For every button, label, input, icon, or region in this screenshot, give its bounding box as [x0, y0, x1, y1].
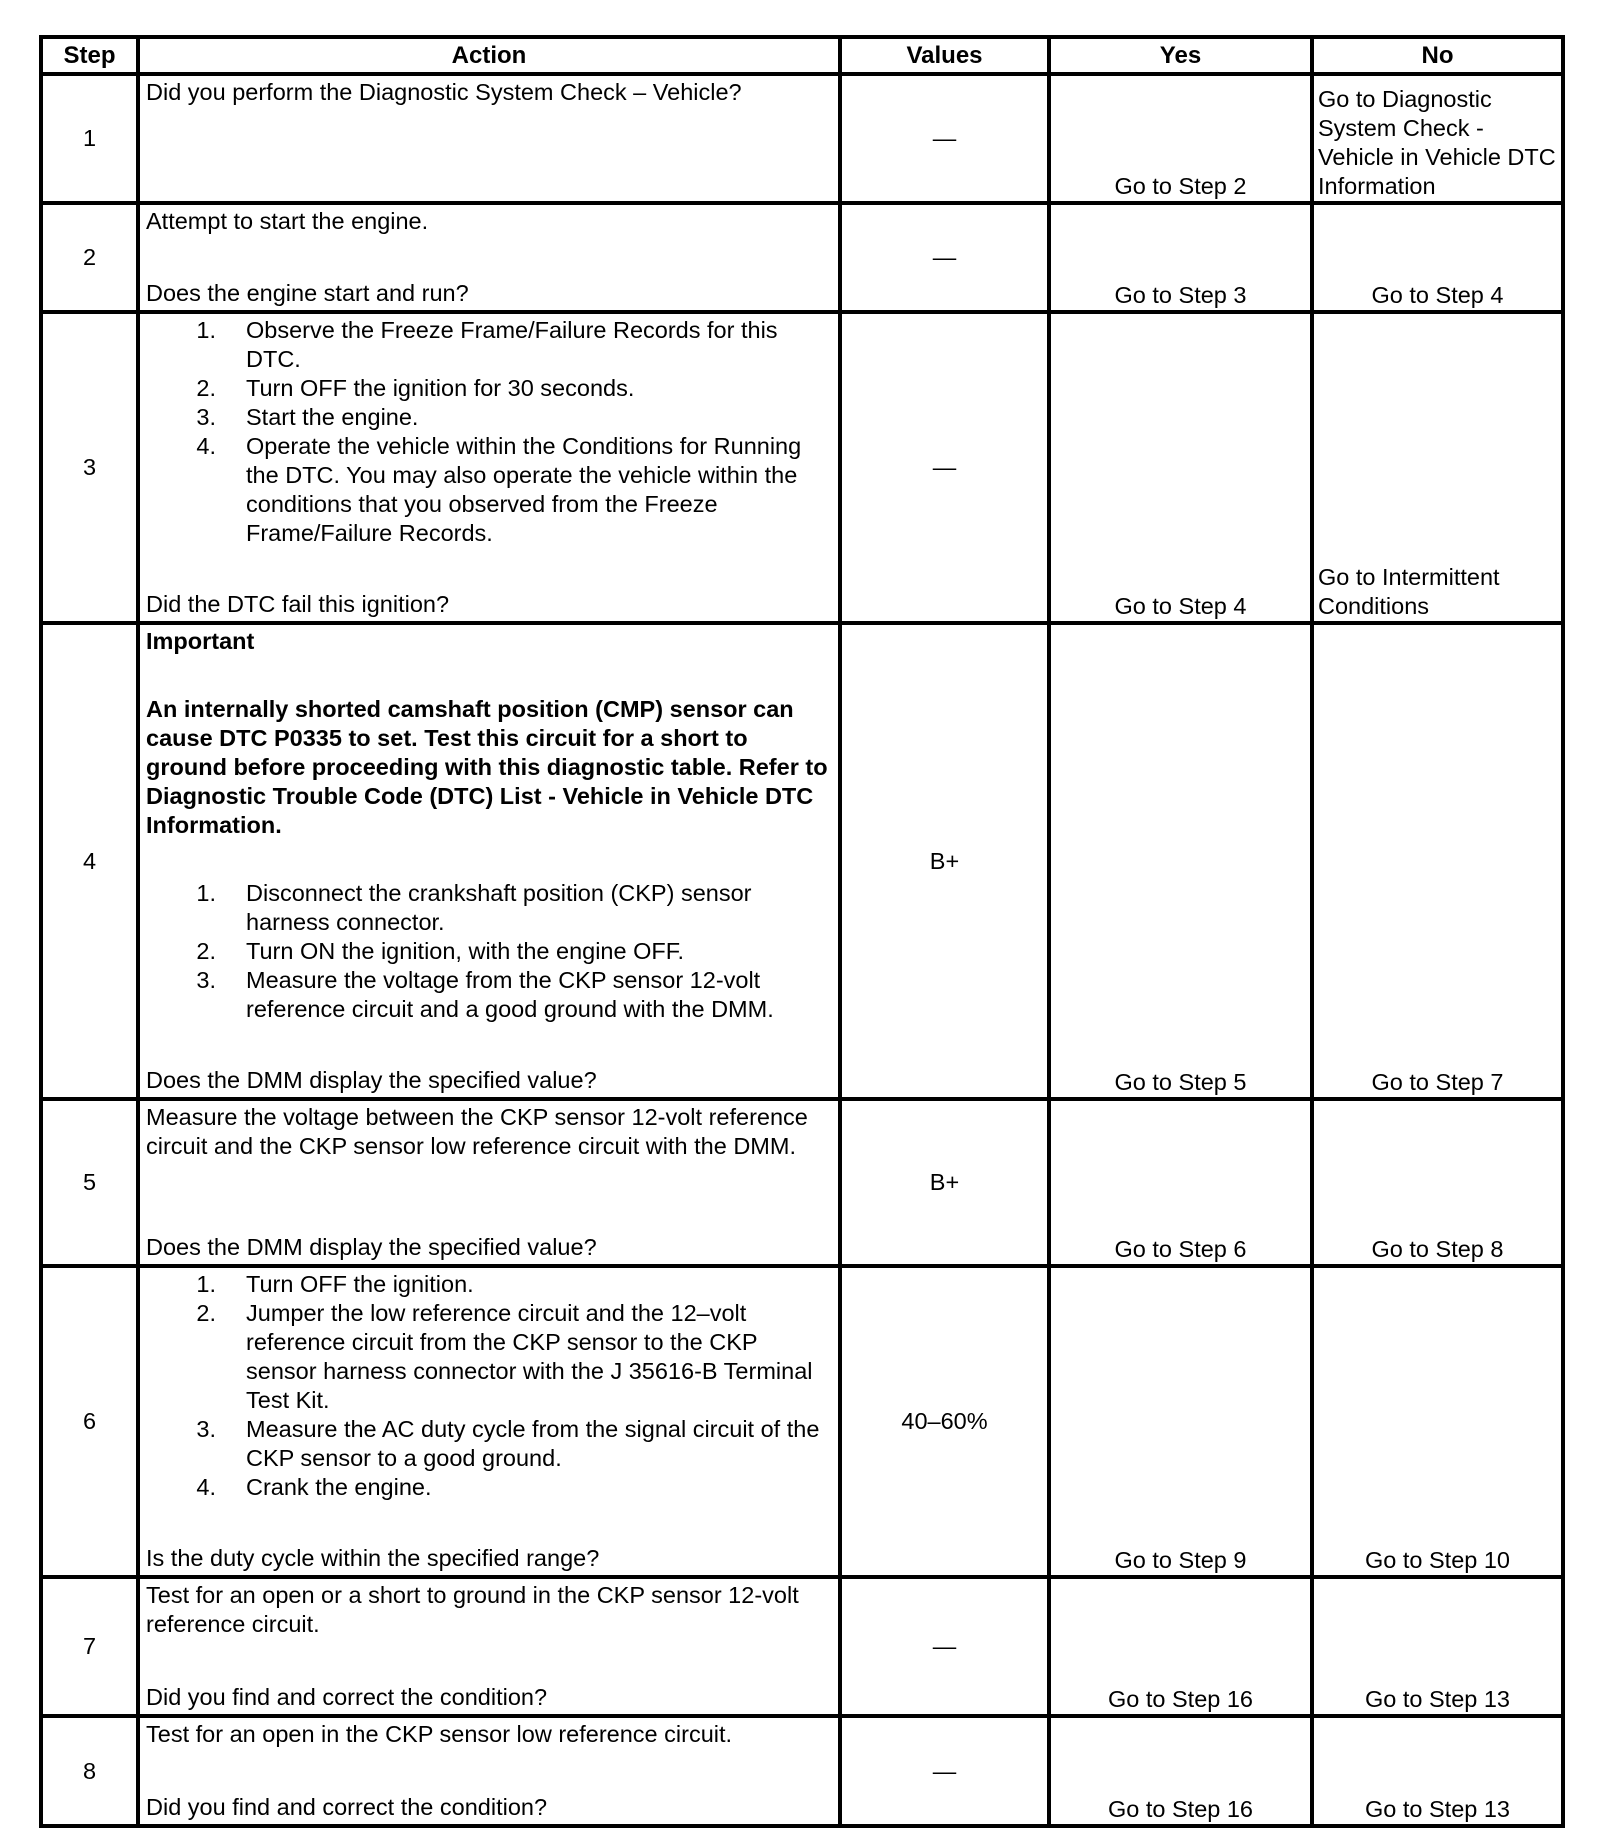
list-item: 4. Operate the vehicle within the Conditions for Running the DTC. You may also operate the vehicle within the conditions that you observed from the Freeze Frame/Failure Records.	[196, 433, 802, 546]
important-note: An internally shorted camshaft position (CMP) sensor can cause DTC P0335 to set. Test this circuit for a short to ground before proceeding with this diagnostic table. Refer to Diagnostic Trouble Code (DTC) List - Vehicle in Vehicle DTC Information.	[146, 696, 828, 838]
instruction-list	[146, 1270, 830, 1502]
step-number: 1	[41, 74, 138, 203]
no-cell: Go to Step 13	[1312, 1716, 1563, 1826]
instruction-list	[146, 316, 830, 548]
table-row	[41, 1716, 1563, 1826]
no-cell: Go to Step 4	[1312, 203, 1563, 312]
table-row	[41, 1266, 1563, 1577]
table-row	[41, 623, 1563, 1099]
no-cell: Go to Step 8	[1312, 1099, 1563, 1266]
yes-cell: Go to Step 16	[1049, 1716, 1312, 1826]
action-cell	[138, 623, 840, 1099]
value-cell: —	[840, 1577, 1049, 1716]
yes-cell: Go to Step 4	[1049, 312, 1312, 623]
table-row	[41, 74, 1563, 203]
list-item: 2. Turn OFF the ignition for 30 seconds.	[196, 375, 635, 401]
table-row	[41, 1577, 1563, 1716]
important-label: Important	[146, 628, 255, 654]
action-question: Did the DTC fail this ignition?	[146, 591, 450, 617]
value-cell: B+	[840, 623, 1049, 1099]
value-cell: B+	[840, 1099, 1049, 1266]
value-cell: —	[840, 1716, 1049, 1826]
yes-cell: Go to Step 3	[1049, 203, 1312, 312]
action-question: Did you find and correct the condition?	[146, 1794, 548, 1820]
value-cell: 40–60%	[840, 1266, 1049, 1577]
header-no: No	[1312, 37, 1563, 74]
step-number: 5	[41, 1099, 138, 1266]
action-cell	[138, 74, 840, 203]
no-cell: Go to Intermittent Conditions	[1312, 312, 1563, 623]
action-instruction: Measure the voltage between the CKP sensor 12-volt reference circuit and the CKP sensor low reference circuit with the DMM.	[146, 1104, 808, 1159]
step-number: 6	[41, 1266, 138, 1577]
diagnostic-table	[39, 35, 1565, 1828]
action-instruction: Test for an open in the CKP sensor low reference circuit.	[146, 1721, 733, 1747]
action-cell	[138, 1099, 840, 1266]
value-cell: —	[840, 203, 1049, 312]
list-item: 1. Observe the Freeze Frame/Failure Records for this DTC.	[196, 317, 778, 372]
list-item: 3. Start the engine.	[196, 404, 419, 430]
table-row	[41, 1099, 1563, 1266]
action-cell	[138, 312, 840, 623]
action-question: Did you find and correct the condition?	[146, 1684, 548, 1710]
action-question: Does the DMM display the specified value?	[146, 1234, 597, 1260]
action-cell	[138, 1716, 840, 1826]
table-row	[41, 203, 1563, 312]
action-cell	[138, 203, 840, 312]
yes-cell: Go to Step 9	[1049, 1266, 1312, 1577]
action-question: Is the duty cycle within the specified range?	[146, 1545, 600, 1571]
list-item: 3. Measure the AC duty cycle from the signal circuit of the CKP sensor to a good ground.	[196, 1416, 820, 1471]
list-item: 2. Jumper the low reference circuit and the 12–volt reference circuit from the CKP sensor to the CKP sensor harness connector with the J 35616-B Terminal Test Kit.	[196, 1300, 813, 1413]
step-number: 3	[41, 312, 138, 623]
action-instruction: Attempt to start the engine.	[146, 208, 429, 234]
table-row	[41, 312, 1563, 623]
no-cell: Go to Diagnostic System Check - Vehicle in Vehicle DTC Information	[1312, 74, 1563, 203]
header-values: Values	[840, 37, 1049, 74]
action-instruction: Test for an open or a short to ground in the CKP sensor 12-volt reference circuit.	[146, 1582, 799, 1637]
list-item: 3. Measure the voltage from the CKP sensor 12-volt reference circuit and a good ground with the DMM.	[196, 967, 774, 1022]
action-question: Did you perform the Diagnostic System Check – Vehicle?	[146, 79, 742, 105]
no-cell: Go to Step 7	[1312, 623, 1563, 1099]
action-cell	[138, 1577, 840, 1716]
list-item: 2. Turn ON the ignition, with the engine OFF.	[196, 938, 685, 964]
no-cell: Go to Step 13	[1312, 1577, 1563, 1716]
value-cell: —	[840, 312, 1049, 623]
list-item: 1. Turn OFF the ignition.	[196, 1271, 474, 1297]
step-number: 8	[41, 1716, 138, 1826]
header-action: Action	[138, 37, 840, 74]
header-step: Step	[41, 37, 138, 74]
header-yes: Yes	[1049, 37, 1312, 74]
step-number: 2	[41, 203, 138, 312]
step-number: 7	[41, 1577, 138, 1716]
yes-cell: Go to Step 6	[1049, 1099, 1312, 1266]
step-number: 4	[41, 623, 138, 1099]
instruction-list	[146, 879, 830, 1024]
yes-cell: Go to Step 5	[1049, 623, 1312, 1099]
value-cell: —	[840, 74, 1049, 203]
action-question: Does the DMM display the specified value?	[146, 1067, 597, 1093]
action-question: Does the engine start and run?	[146, 280, 469, 306]
header-row	[41, 37, 1563, 74]
no-cell: Go to Step 10	[1312, 1266, 1563, 1577]
yes-cell: Go to Step 16	[1049, 1577, 1312, 1716]
list-item: 1. Disconnect the crankshaft position (CKP) sensor harness connector.	[196, 880, 752, 935]
action-cell	[138, 1266, 840, 1577]
yes-cell: Go to Step 2	[1049, 74, 1312, 203]
list-item: 4. Crank the engine.	[196, 1474, 432, 1500]
